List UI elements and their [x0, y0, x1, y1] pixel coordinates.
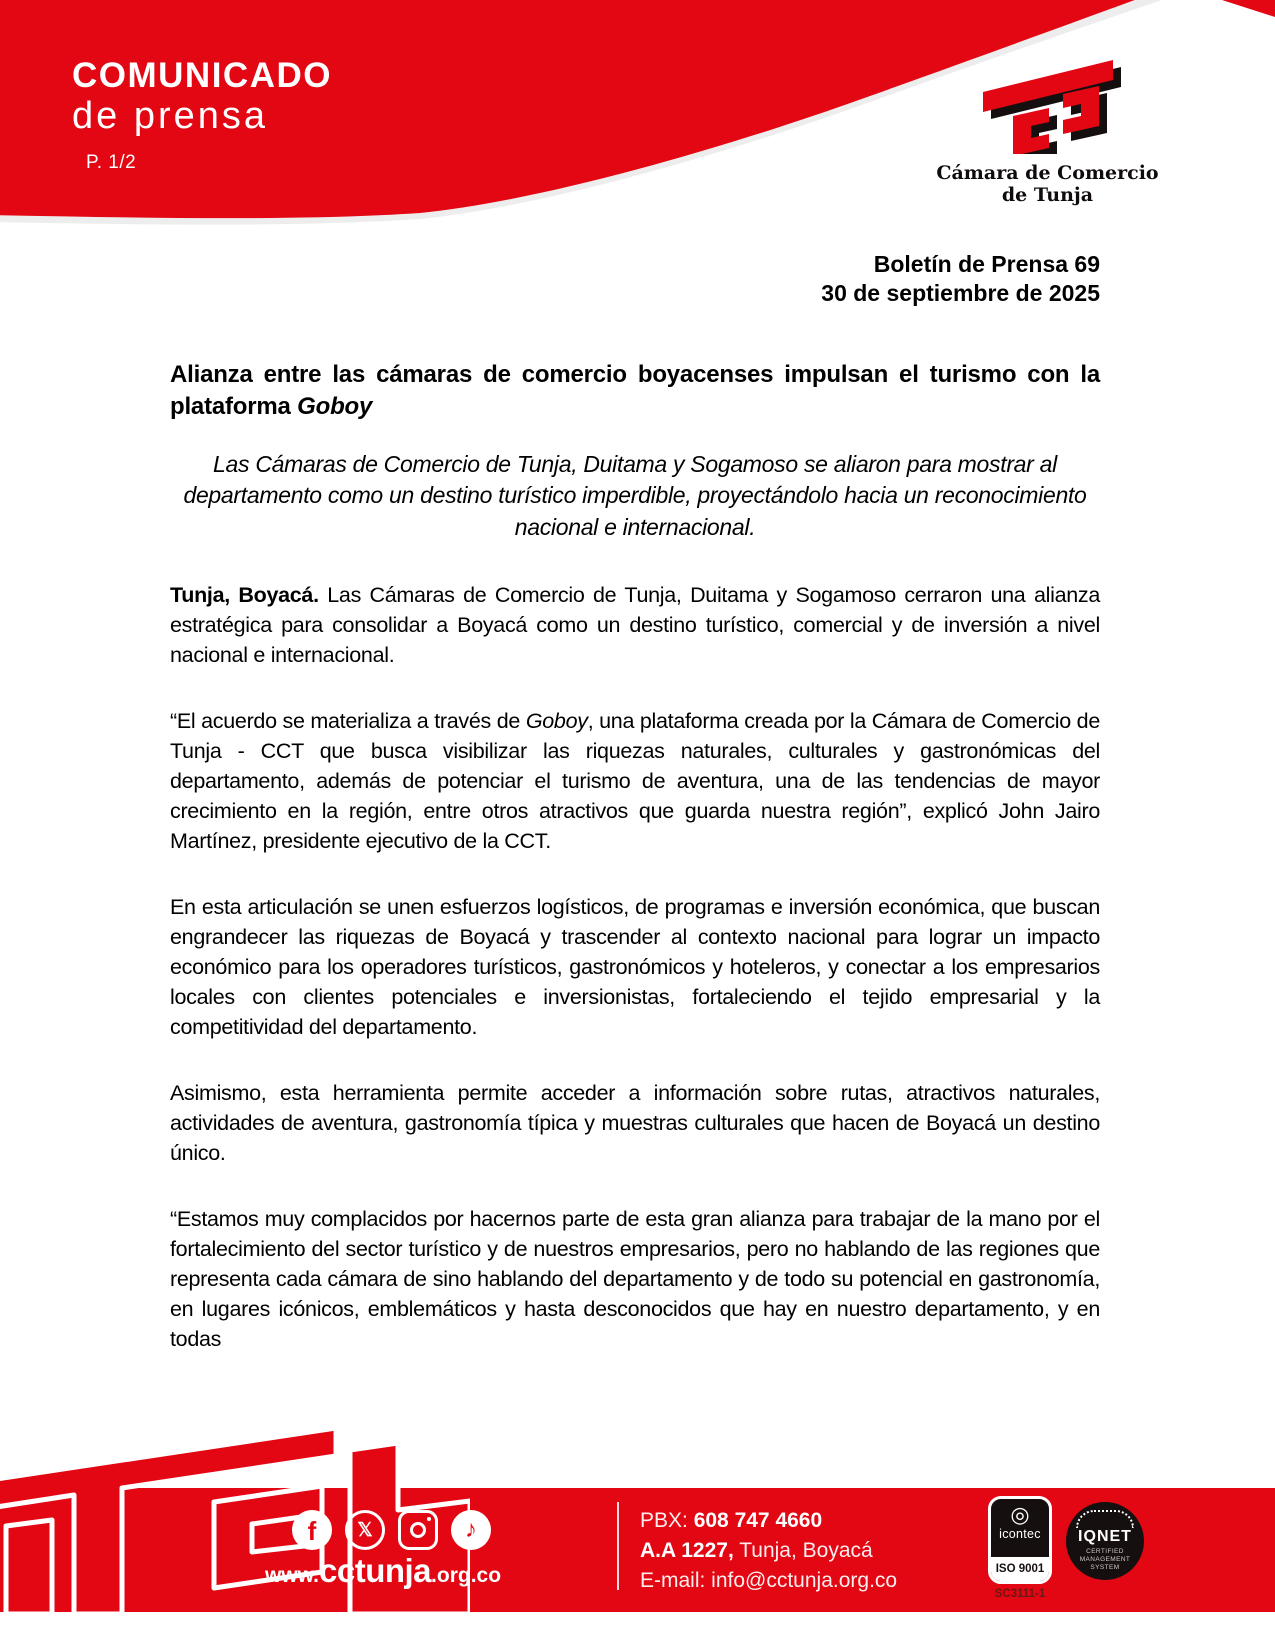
paragraph-1-text: Las Cámaras de Comercio de Tunja, Duitama y Sogamoso cerraron una alianza estratégica para consolidar a Boyacá como un destino turístico, comercial y de inversión a nivel nacional e internacional. — [170, 582, 1100, 667]
x-twitter-icon[interactable]: 𝕏 — [345, 1510, 385, 1550]
header-text-block — [72, 58, 332, 174]
website-domain: cctunja — [319, 1552, 432, 1589]
paragraph-5: “Estamos muy complacidos por hacernos parte de esta gran alianza para trabajar de la mano por el fortalecimiento del sector turístico y de nuestros empresarios, pero no hablando de las regiones que representa cada cámara de sino hablando del departamento y de todo su potencial en gastronomía, en lugares icónicos, emblemáticos y hasta desconocidos que hay en nuestro departamento, y en todas — [170, 1206, 1100, 1351]
headline-platform-name: Goboy — [297, 393, 373, 421]
headline — [170, 359, 1100, 424]
headline-text: Alianza entre las cámaras de comercio boyacenses impulsan el turismo con la plataforma — [170, 360, 1100, 421]
cct-monogram-icon — [973, 52, 1123, 154]
paragraph-2-pre: “El acuerdo se materializa a través de — [170, 708, 526, 733]
iqnet-label: IQNET — [1078, 1528, 1132, 1545]
paragraph-1 — [170, 580, 1100, 670]
bulletin-info — [170, 250, 1100, 309]
paragraph-3: En esta articulación se unen esfuerzos logísticos, de programas e inversión económica, que buscan engrandecer las riquezas de Boyacá y trascender al contexto nacional para lograr un impacto económico para los operadores turísticos, gastronómicos y hoteleros, y conectar a los empresarios locales con clientes potenciales e inversionistas, fortaleciendo el tejido empresarial y la competitividad del departamento. — [170, 894, 1100, 1039]
footer-separator — [617, 1502, 619, 1590]
subtitle: Las Cámaras de Comercio de Tunja, Duitama y Sogamoso se aliaron para mostrar al departamento como un destino turístico imperdible, proyectándolo hacia un reconocimiento nacional e internacional. — [183, 450, 1087, 541]
document-body — [170, 250, 1100, 1354]
header-title-line2: de prensa — [72, 94, 269, 137]
paragraph-2-platform-name: Goboy — [525, 708, 588, 733]
instagram-icon[interactable] — [398, 1510, 438, 1550]
icontec-certification-badge — [988, 1496, 1052, 1584]
brand-logo — [935, 52, 1160, 207]
address-box: A.A 1227, — [640, 1539, 734, 1562]
paragraph-4: Asimismo, esta herramienta permite acceder a información sobre rutas, atractivos naturales, actividades de aventura, gastronomía típica y muestras culturales que hacen de Boyacá un destino único. — [170, 1080, 1100, 1165]
iqnet-dotted-arc — [1076, 1510, 1134, 1528]
icontec-spiral-icon: ◎ — [1010, 1502, 1030, 1527]
paragraph-2-post: , una plataforma creada por la Cámara de Comercio de Tunja - CCT que busca visibilizar las riquezas naturales, culturales y gastronómicas del departamento, además de potenciar el turismo de aventura, una de las tendencias de mayor crecimiento en la región, entre otros atractivos que guarda nuestra región”, explicó John Jairo Martínez, presidente ejecutivo de la CCT. — [170, 708, 1100, 853]
pbx-label: PBX: — [640, 1509, 694, 1532]
facebook-icon[interactable]: f — [292, 1510, 332, 1550]
social-icons-row — [292, 1510, 491, 1550]
contact-block — [640, 1506, 897, 1596]
pbx-line — [640, 1506, 897, 1536]
paragraph-2 — [170, 706, 1100, 856]
brand-name-line1: Cámara de Comercio — [936, 162, 1159, 184]
certificate-code: SC3111-1 — [994, 1588, 1046, 1600]
brand-name-line2: de Tunja — [1001, 183, 1094, 206]
website-url[interactable] — [238, 1552, 528, 1590]
tiktok-icon[interactable]: ♪ — [451, 1510, 491, 1550]
paragraph-1-dateline: Tunja, Boyacá. — [170, 582, 319, 607]
iqnet-certification-badge — [1066, 1502, 1144, 1580]
website-www: www. — [264, 1564, 319, 1587]
iso-9001-label: ISO 9001 — [991, 1557, 1049, 1581]
instagram-dot — [427, 1517, 431, 1521]
instagram-lens — [410, 1522, 426, 1538]
page-indicator: P. 1/2 — [86, 152, 137, 174]
address-city: Tunja, Boyacá — [733, 1539, 873, 1562]
header-title-line1: COMUNICADO — [72, 56, 332, 95]
iqnet-subtitle: CERTIFIED MANAGEMENT SYSTEM — [1079, 1548, 1131, 1572]
bulletin-number: Boletín de Prensa 69 — [873, 251, 1100, 277]
email-line[interactable]: E-mail: info@cctunja.org.co — [640, 1569, 898, 1592]
bulletin-date: 30 de septiembre de 2025 — [821, 280, 1100, 307]
address-line — [640, 1536, 897, 1566]
website-tld: .org.co — [431, 1564, 502, 1587]
pbx-number: 608 747 4660 — [693, 1509, 823, 1532]
icontec-label: icontec — [999, 1527, 1041, 1541]
